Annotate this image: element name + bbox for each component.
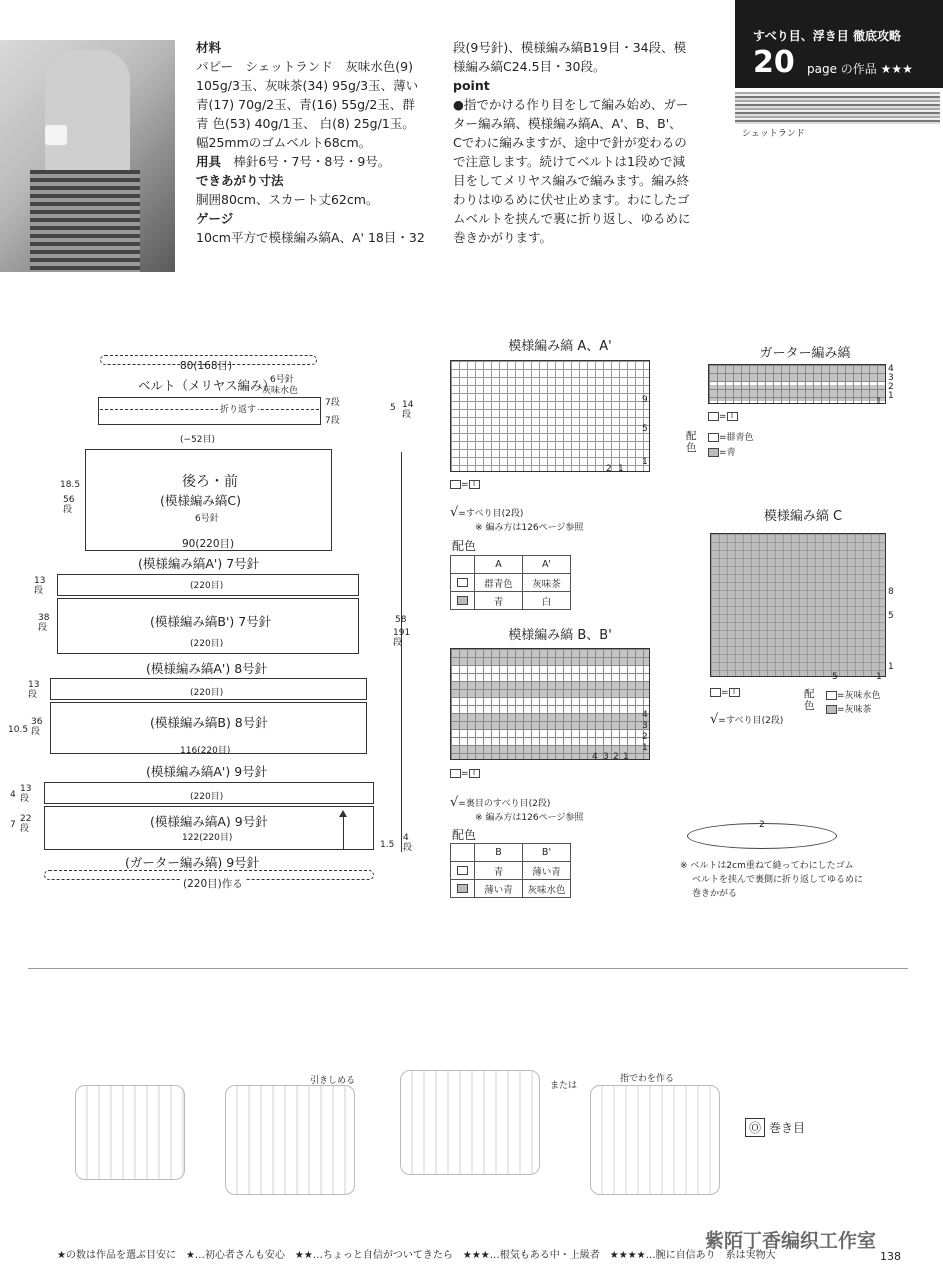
section1-label: (模様編み縞A') 7号針 xyxy=(138,556,260,571)
technique-or: または xyxy=(550,1081,578,1091)
header-page-number: 20 xyxy=(753,45,795,80)
point-line: ●指でかける作り目をして編み始め、ガー xyxy=(453,97,689,112)
chart-b-col-2: 2 xyxy=(613,752,619,762)
section6-rows: 22段 xyxy=(20,814,32,834)
belt-note-line: ※ ベルトは2cm重ねて縫ってわにしたゴム xyxy=(680,861,854,871)
section4-label: (模様編み縞B) 8号針 xyxy=(150,715,268,730)
chart-c-row-5: 5 xyxy=(888,611,894,621)
chart-c-row-8: 8 xyxy=(888,587,894,597)
garter-row-2: 2 xyxy=(888,382,894,392)
color-cell: 灰味水色 xyxy=(523,880,571,898)
page-header xyxy=(735,0,943,88)
size-text: 胴囲80cm、スカート丈62cm。 xyxy=(196,192,379,207)
knitting-direction-arrow xyxy=(343,815,344,850)
watermark-brand: 紫陌丁香编织工作室 xyxy=(705,1230,877,1252)
cast-on-illustration-2 xyxy=(225,1085,355,1195)
knit-key-icon xyxy=(710,688,721,697)
chart-c-slip: =すべり目(2段) xyxy=(718,716,784,726)
total-height-line xyxy=(401,452,402,852)
chart-a-color-table xyxy=(450,555,571,610)
chart-c-key-symbol: I xyxy=(729,688,740,697)
chart-c-haishoku-2: 色 xyxy=(804,700,815,712)
slip-stitch-icon: √ xyxy=(710,712,719,727)
cast-on-label: (220目)作る xyxy=(180,876,246,891)
technique-tighten: 引きしめる xyxy=(310,1076,356,1086)
belt-shape xyxy=(98,397,321,425)
decrease-label: (−52目) xyxy=(180,435,216,445)
chart-c-title: 模様編み縞 C xyxy=(763,509,843,524)
belt-overlap: 2 xyxy=(759,820,765,830)
chart-c-color-b: =灰味茶 xyxy=(837,705,872,715)
belt-rows-bottom: 7段 xyxy=(325,416,340,426)
chart-c-haishoku-1: 配 xyxy=(804,688,815,700)
knit-key-icon xyxy=(450,769,461,778)
chart-b-row-4: 4 xyxy=(642,710,648,720)
color-cell: 青 xyxy=(475,592,523,610)
chart-b-key-symbol: I xyxy=(469,769,480,778)
chart-b-col-1: 1 xyxy=(623,752,629,762)
back-front-height: 18.5 xyxy=(60,480,81,490)
model-photo xyxy=(0,40,175,272)
header-title: すべり目、浮き目 徹底攻略 xyxy=(753,29,901,43)
top-width: 80(168目) xyxy=(180,360,233,372)
difficulty-legend: ★の数は作品を選ぶ目安に ★…初心者さんも安心 ★★…ちょっと自信がついてきたら ★★★…根気もある中・上級者 ★★★★…腕に自信あり 系は実物大 xyxy=(57,1250,776,1261)
white-key-icon xyxy=(457,578,468,587)
cast-on-illustration-1 xyxy=(75,1085,185,1180)
chart-c-color-a: =灰味水色 xyxy=(837,691,881,701)
chart-b-col-3: 3 xyxy=(603,752,609,762)
belt-note-line: ベルトを挟んで裏側に折り返してゆるめに xyxy=(692,875,864,885)
chart-a-slip: =すべり目(2段) xyxy=(458,509,524,519)
garter-row-1: 1 xyxy=(888,391,894,401)
gray-key-icon xyxy=(826,705,837,714)
section1-stitches: (220目) xyxy=(190,581,224,591)
point-line: 目をしてメリヤス編みで編みます。編み終 xyxy=(453,173,690,188)
gauge-heading: ゲージ xyxy=(196,211,234,226)
arrow-head-icon xyxy=(339,810,347,817)
section2-rows: 38段 xyxy=(38,613,50,633)
chart-b-ref: ※ 編み方は126ページ参照 xyxy=(475,813,584,823)
color-col-b-prime: B' xyxy=(523,844,571,862)
gray-key-icon xyxy=(457,596,468,605)
garter-chart-title: ガーター編み縞 xyxy=(759,346,851,361)
section6-height: 7 xyxy=(10,820,16,830)
chart-b-grid xyxy=(450,648,650,760)
white-key-icon xyxy=(457,866,468,875)
materials-line: 105g/3玉、灰味茶(34) 95g/3玉、薄い xyxy=(196,78,419,93)
belt-height: 5 xyxy=(390,403,396,413)
section3-stitches: (220目) xyxy=(190,688,224,698)
garter-color-b: =青 xyxy=(719,448,736,458)
total-rows: 191段 xyxy=(393,628,411,648)
gray-key-icon xyxy=(708,448,719,457)
page-number: 138 xyxy=(880,1250,901,1263)
point-line: 巻きかがります。 xyxy=(453,230,553,245)
garter-chart-grid xyxy=(708,364,886,404)
cast-on-illustration-4 xyxy=(590,1085,720,1195)
chart-c-col-1: 1 xyxy=(876,672,882,682)
chart-b-row-3: 3 xyxy=(642,721,648,731)
chart-a-key-symbol: I xyxy=(469,480,480,489)
garter-row-4: 4 xyxy=(888,364,894,374)
point-line: 様編み縞C24.5目・30段。 xyxy=(453,59,606,74)
chart-a-col-2: 2 xyxy=(606,464,612,474)
garter-rows: 4段 xyxy=(403,833,413,853)
section-divider xyxy=(28,968,908,969)
belt-height-rows: 14段 xyxy=(402,400,414,420)
color-cell: 白 xyxy=(523,592,571,610)
section5-rows: 13段 xyxy=(20,784,32,804)
chart-a-row-9: 9 xyxy=(642,395,648,405)
point-line: わりはゆるめに伏せ止めます。わにしたゴ xyxy=(453,192,690,207)
back-front-rows: 56段 xyxy=(63,495,75,515)
chart-b-row-1: 1 xyxy=(642,743,648,753)
belt-color: 灰味水色 xyxy=(262,386,299,396)
color-cell: 灰味茶 xyxy=(523,574,571,592)
chart-b-key-eq: = xyxy=(461,769,469,779)
garter-col-1: 1 xyxy=(876,397,882,407)
point-line: ター編み縞、模様編み縞A、A'、B、B'、 xyxy=(453,116,682,131)
color-col-a-prime: A' xyxy=(523,556,571,574)
section5-height: 4 xyxy=(10,790,16,800)
chart-a-title: 模様編み縞 A、A' xyxy=(508,339,612,354)
garter-haishoku-label xyxy=(686,430,698,454)
chart-c-col-5: 5 xyxy=(832,672,838,682)
section4-height: 10.5 xyxy=(8,725,29,735)
chart-a-ref: ※ 編み方は126ページ参照 xyxy=(475,523,584,533)
knit-key-icon xyxy=(708,412,719,421)
size-heading: できあがり寸法 xyxy=(196,173,284,188)
materials-line: 幅25mmのゴムベルト68cm。 xyxy=(196,135,372,150)
chart-a-grid xyxy=(450,360,650,472)
color-cell: 青 xyxy=(475,862,523,880)
belt-rows-top: 7段 xyxy=(325,398,340,408)
garter-haishoku-2: 色 xyxy=(686,442,697,454)
chart-c-row-1: 1 xyxy=(888,662,894,672)
section3-rows: 13段 xyxy=(28,680,40,700)
chart-c-key-eq: = xyxy=(721,688,729,698)
gray-key-icon xyxy=(457,884,468,893)
chart-c-haishoku xyxy=(804,688,816,712)
chart-b-color-title: 配色 xyxy=(452,828,477,842)
white-key-icon xyxy=(826,691,837,700)
point-line: Cでわに編みますが、途中で針が変わるの xyxy=(453,135,687,150)
belt-needle: 6号針 xyxy=(270,375,294,385)
swatch-label: シェットランド xyxy=(742,129,805,139)
section6-label: (模様編み縞A) 9号針 xyxy=(150,814,268,829)
color-cell: 薄い青 xyxy=(475,880,523,898)
tools-heading: 用具 xyxy=(196,154,222,169)
back-front-pattern: (模様編み縞C) xyxy=(160,493,241,508)
section3-label: (模様編み縞A') 8号針 xyxy=(146,661,268,676)
materials-line: 青 色(53) 40g/1玉、 白(8) 25g/1玉。 xyxy=(196,116,415,131)
garter-haishoku-1: 配 xyxy=(686,430,697,442)
point-line: 段(9号針)、模様編み縞B19目・34段、模 xyxy=(453,40,687,55)
tools-text: 棒針6号・7号・8号・9号。 xyxy=(233,154,391,169)
purl-slip-icon: √ xyxy=(450,795,459,810)
chart-b-color-table xyxy=(450,843,571,898)
slip-stitch-icon: √ xyxy=(450,505,459,520)
section6-stitches: 122(220目) xyxy=(182,833,233,843)
sweater-shape xyxy=(45,50,130,175)
garter-key-symbol: I xyxy=(727,412,738,421)
section1-rows: 13段 xyxy=(34,576,46,596)
materials-section xyxy=(196,38,441,247)
section2-stitches: (220目) xyxy=(190,639,224,649)
point-line: ムベルトを挟んで裏に折り返し、ゆるめに xyxy=(453,211,691,226)
fold-label: 折り返す xyxy=(218,402,258,415)
section4-rows: 36段 xyxy=(31,717,43,737)
section5-label: (模様編み縞A') 9号針 xyxy=(146,764,268,779)
back-front-width: 90(220目) xyxy=(182,538,235,550)
chart-b-title: 模様編み縞 B、B' xyxy=(508,628,612,643)
materials-heading: 材料 xyxy=(196,40,222,55)
section5-stitches: (220目) xyxy=(190,792,224,802)
color-cell: 群青色 xyxy=(475,574,523,592)
color-cell: 薄い青 xyxy=(523,862,571,880)
point-heading: point xyxy=(453,78,490,93)
garter-row-3: 3 xyxy=(888,373,894,383)
chart-b-slip: =裏目のすべり目(2段) xyxy=(458,799,551,809)
fold-line xyxy=(100,409,319,410)
belt-note-line: 巻きかがる xyxy=(692,889,738,899)
yarn-swatch xyxy=(735,92,940,124)
technique-label: 巻き目 xyxy=(769,1121,806,1135)
garter-label: (ガーター編み縞) 9号針 xyxy=(125,855,260,870)
cup-shape xyxy=(45,125,67,145)
color-col-a: A xyxy=(475,556,523,574)
cast-on-illustration-3 xyxy=(400,1070,540,1175)
materials-line: 青(17) 70g/2玉、青(16) 55g/2玉、群 xyxy=(196,97,415,112)
back-front-title: 後ろ・前 xyxy=(182,474,238,490)
section2-label: (模様編み縞B') 7号針 xyxy=(150,614,272,629)
garter-color-a: =群青色 xyxy=(719,433,754,443)
chart-a-color-title: 配色 xyxy=(452,539,477,553)
point-line: で注意します。続けてベルトは1段めで減 xyxy=(453,154,685,169)
section4-stitches: 116(220目) xyxy=(180,746,231,756)
chart-b-row-2: 2 xyxy=(642,732,648,742)
header-page-suffix: page の作品 ★★★ xyxy=(807,62,913,76)
garter-key-eq: = xyxy=(719,412,727,422)
chart-a-col-1: 1 xyxy=(618,464,624,474)
total-height: 58 xyxy=(395,615,407,625)
materials-line: パピー シェットランド 灰味水色(9) xyxy=(196,59,413,74)
chart-b-col-4: 4 xyxy=(592,752,598,762)
chart-c-grid xyxy=(710,533,886,677)
chart-a-row-1: 1 xyxy=(642,457,648,467)
knit-key-icon xyxy=(450,480,461,489)
color-col-b: B xyxy=(475,844,523,862)
gauge-text: 10cm平方で模様編み縞A、A' 18目・32 xyxy=(196,230,425,245)
belt-label: ベルト（メリヤス編み） xyxy=(138,378,276,393)
skirt-shape xyxy=(30,170,140,272)
garter-height: 1.5 xyxy=(380,840,395,850)
technique-loop: 指でわを作る xyxy=(620,1074,675,1084)
back-front-needle: 6号針 xyxy=(195,514,219,524)
white-key-icon xyxy=(708,433,719,442)
loop-cast-on-icon: Ⓞ xyxy=(745,1118,765,1137)
chart-a-row-5: 5 xyxy=(642,424,648,434)
chart-a-key-eq: = xyxy=(461,480,469,490)
point-section xyxy=(453,38,703,247)
